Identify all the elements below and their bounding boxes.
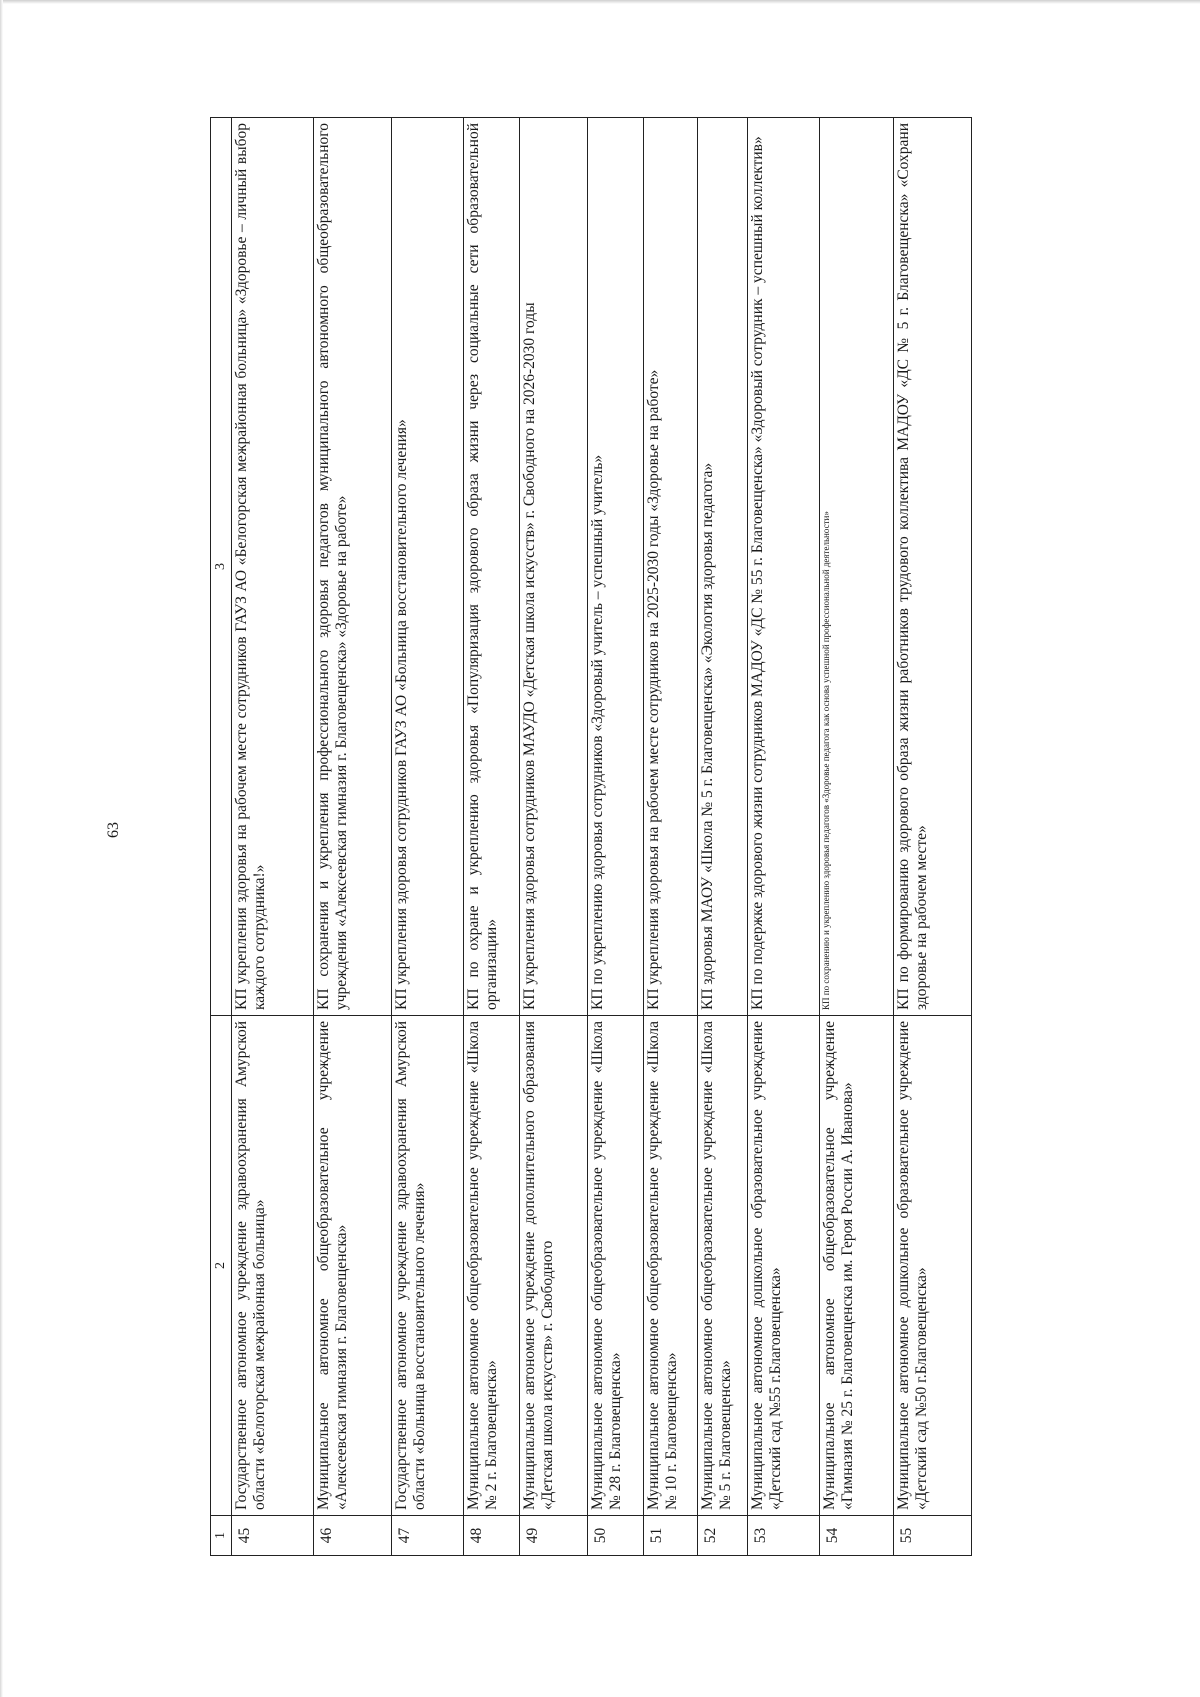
- program-cell: КП сохранения и укрепления профессионального здоровья педагогов муниципального автономного общеобразовательного учреждения «Алексеевская гимназия г. Благовещенска» «Здоровье на работе»: [314, 118, 392, 1016]
- header-col-3: 3: [211, 118, 232, 1016]
- row-number: 55: [894, 1516, 972, 1556]
- table-row: [464, 118, 520, 1556]
- scan-top-edge: [0, 0, 1200, 4]
- program-cell: КП по охране и укреплению здоровья «Популяризация здорового образа жизни через социальные сети образовательной организации»: [464, 118, 520, 1016]
- organization-cell: Муниципальное автономное общеобразовательное учреждение «Школа № 28 г. Благовещенска»: [588, 1016, 644, 1516]
- table-row: [894, 118, 972, 1556]
- row-number: 49: [520, 1516, 588, 1556]
- program-cell: КП укрепления здоровья сотрудников МАУДО «Детская школа искусств» г. Свободного на 2026-2030 годы: [520, 118, 588, 1016]
- organization-cell: Муниципальное автономное дошкольное образовательное учреждение «Детский сад №50 г.Благовещенска»: [894, 1016, 972, 1516]
- program-cell: КП по сохранению и укреплению здоровья педагогов «Здоровье педагога как основа успешной профессиональной деятельности»: [820, 118, 894, 1016]
- table-row: [232, 118, 314, 1556]
- header-col-1: 1: [211, 1516, 232, 1556]
- row-number: 45: [232, 1516, 314, 1556]
- table-row: [644, 118, 698, 1556]
- table-row: [748, 118, 820, 1556]
- registry-table: [210, 117, 972, 1556]
- scan-left-edge: [0, 0, 3, 1697]
- row-number: 51: [644, 1516, 698, 1556]
- program-cell: КП по укреплению здоровья сотрудников «Здоровый учитель – успешный учитель»: [588, 118, 644, 1016]
- table-row: [314, 118, 392, 1556]
- program-cell: КП по подержке здорового жизни сотрудников МАДОУ «ДС № 55 г. Благовещенска» «Здоровый сотрудник – успешный коллектив»: [748, 118, 820, 1016]
- organization-cell: Муниципальное автономное общеобразовательное учреждение «Школа № 2 г. Благовещенска»: [464, 1016, 520, 1516]
- table-row: [588, 118, 644, 1556]
- program-cell: КП укрепления здоровья на рабочем месте сотрудников ГАУЗ АО «Белогорская межрайонная больница» «Здоровье – личный выбор каждого сотрудника!»: [232, 118, 314, 1016]
- registry-table-container: [210, 118, 972, 1556]
- program-cell: КП по формированию здорового образа жизни работников трудового коллектива МАДОУ «ДС № 5 г. Благовещенска» «Сохрани здоровье на рабочем месте»: [894, 118, 972, 1016]
- header-col-2: 2: [211, 1016, 232, 1516]
- table-row: [698, 118, 748, 1556]
- organization-cell: Муниципальное автономное дошкольное образовательное учреждение «Детский сад №55 г.Благовещенска»: [748, 1016, 820, 1516]
- organization-cell: Муниципальное автономное общеобразовательное учреждение «Алексеевская гимназия г. Благовещенска»: [314, 1016, 392, 1516]
- row-number: 47: [392, 1516, 464, 1556]
- organization-cell: Муниципальное автономное общеобразовательное учреждение «Гимназия № 25 г. Благовещенска им. Героя России А. Иванова»: [820, 1016, 894, 1516]
- row-number: 50: [588, 1516, 644, 1556]
- table-row: [520, 118, 588, 1556]
- program-cell: КП укрепления здоровья на рабочем месте сотрудников на 2025-2030 годы «Здоровье на работе»: [644, 118, 698, 1016]
- page-number: 63: [105, 822, 122, 838]
- organization-cell: Муниципальное автономное общеобразовательное учреждение «Школа № 5 г. Благовещенска»: [698, 1016, 748, 1516]
- organization-cell: Муниципальное автономное учреждение дополнительного образования «Детская школа искусств» г. Свободного: [520, 1016, 588, 1516]
- table-row: [392, 118, 464, 1556]
- row-number: 48: [464, 1516, 520, 1556]
- row-number: 52: [698, 1516, 748, 1556]
- program-cell: КП здоровья МАОУ «Школа № 5 г. Благовещенска» «Экология здоровья педагога»: [698, 118, 748, 1016]
- organization-cell: Муниципальное автономное общеобразовательное учреждение «Школа № 10 г. Благовещенска»: [644, 1016, 698, 1516]
- organization-cell: Государственное автономное учреждение здравоохранения Амурской области «Больница восстановительного лечения»: [392, 1016, 464, 1516]
- row-number: 53: [748, 1516, 820, 1556]
- row-number: 46: [314, 1516, 392, 1556]
- table-row: [820, 118, 894, 1556]
- row-number: 54: [820, 1516, 894, 1556]
- program-cell: КП укрепления здоровья сотрудников ГАУЗ АО «Больница восстановительного лечения»: [392, 118, 464, 1016]
- organization-cell: Государственное автономное учреждение здравоохранения Амурской области «Белогорская межрайонная больница»: [232, 1016, 314, 1516]
- table-header-row: [211, 118, 232, 1556]
